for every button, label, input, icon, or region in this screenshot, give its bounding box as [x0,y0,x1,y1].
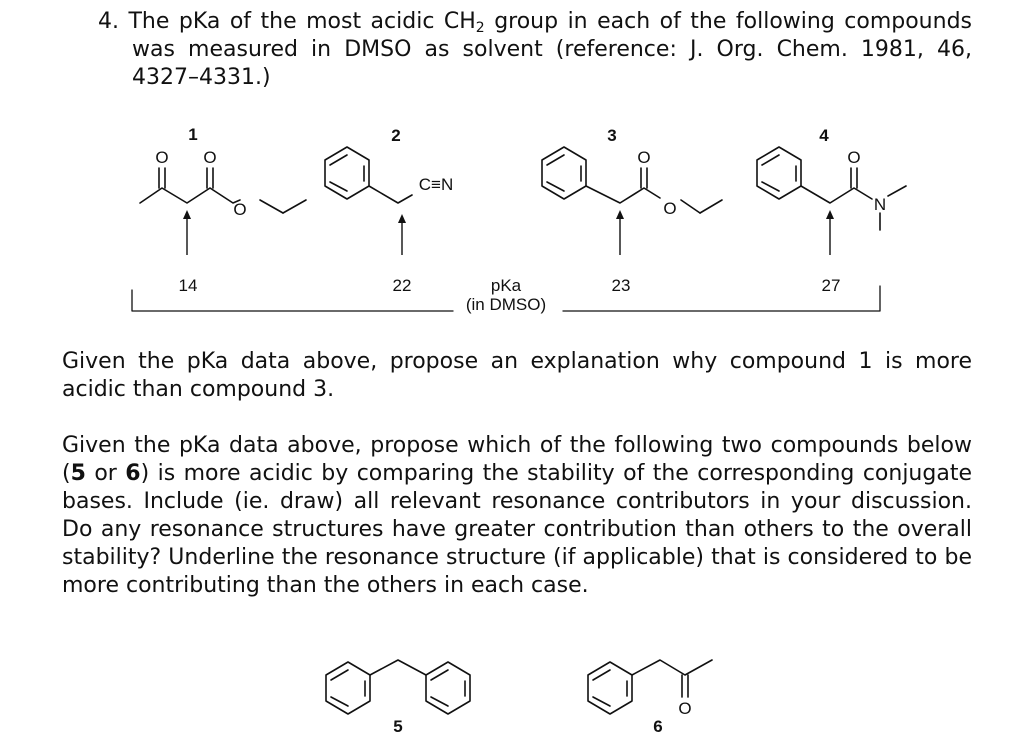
atom-o: O [847,148,861,167]
scale-label-solvent: (in DMSO) [465,295,547,314]
pka-value-2: 22 [392,276,412,295]
atom-o: O [203,148,217,167]
arrow-head [398,214,406,223]
arrow-head [616,210,624,219]
pka-value-3: 23 [611,276,631,295]
compound-5-ref: 5 [70,461,86,486]
arrow-head [826,210,834,219]
compound-4-label: 4 [819,126,829,145]
compound-5-structure [326,660,470,736]
compound-4-structure [757,126,906,255]
para2-text-3: ) is more acidic by comparing the stability of the corresponding conjugate bases. Include (ie. draw) all relevant resonance contributors in your discussion. Do any resonance structures have greater contribution than others to the overall stability? Underline the resonance structure (if applicable) that is considered to be more contributing than the others in each case. [62,461,972,598]
subscript-2: 2 [475,20,485,36]
atom-o: O [233,200,247,219]
atom-o: O [678,699,692,718]
nitrile-group: C≡N [418,175,454,194]
pka-scheme [0,0,1024,340]
pka-scale [132,276,880,314]
para2-text-1: Given the pKa data above, propose which of the following two compounds below ( [62,433,972,486]
compound-3-structure [542,126,722,255]
atom-o: O [155,148,169,167]
bottom-structures [0,636,1024,748]
atom-o: O [663,199,677,218]
compound-2-structure [325,126,453,255]
atom-n: N [873,195,887,214]
compound-6-label: 6 [653,717,663,736]
question-text-end: group in each of the following compounds was measured in DMSO as solvent (reference: J. Org. Chem. 1981, 46, 4327–4331.) [132,9,972,90]
para2-text-2: or [85,461,126,486]
question-paragraph-2 [62,432,972,600]
question-text-start: The pKa of the most acidic CH [128,9,476,34]
compound-1-label: 1 [188,125,198,144]
arrow-head [183,210,191,219]
compound-1-structure [140,125,306,255]
pka-value-1: 14 [178,276,198,295]
compound-3-label: 3 [607,126,617,145]
question-number: 4. [98,9,119,34]
atom-o: O [637,148,651,167]
compound-6-ref: 6 [125,461,141,486]
scale-label-pka: pKa [490,276,522,295]
question-paragraph-1: Given the pKa data above, propose an explanation why compound 1 is more acidic than compound 3. [62,349,972,402]
pka-value-4: 27 [821,276,841,295]
compound-2-label: 2 [391,126,401,145]
compound-5-label: 5 [393,717,403,736]
compound-6-structure [588,660,712,736]
